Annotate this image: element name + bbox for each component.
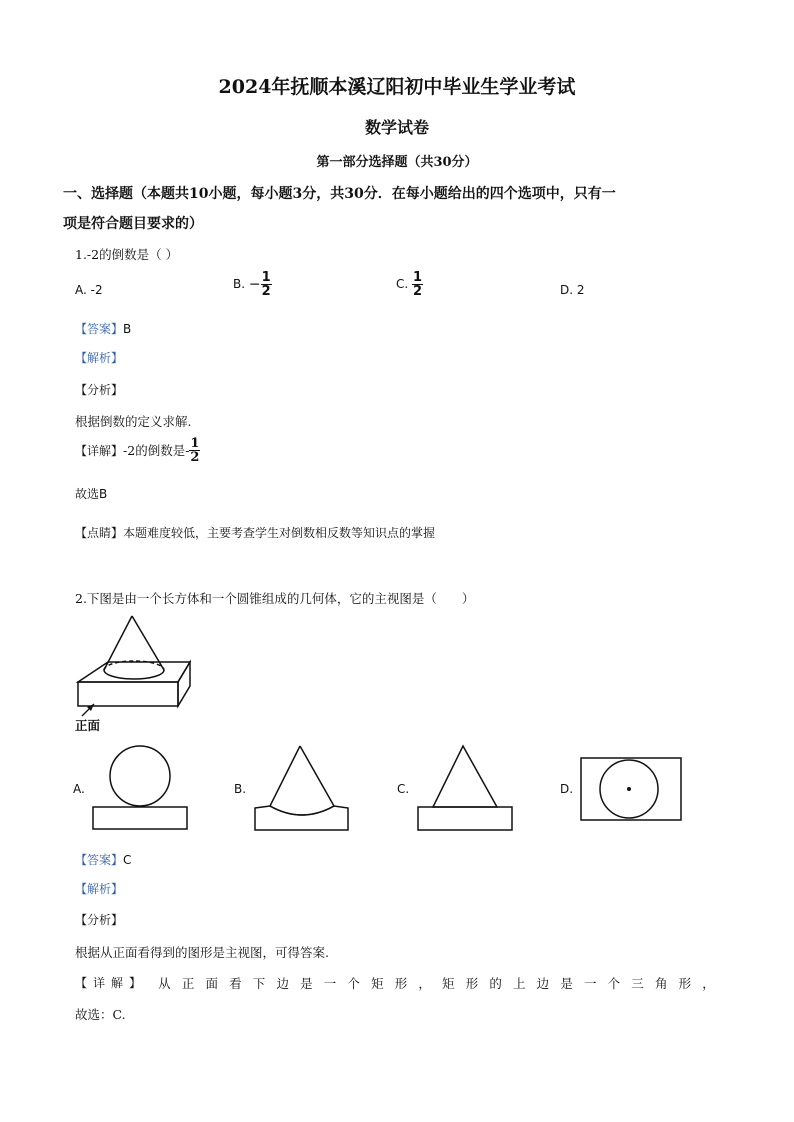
option-a-circle [110,746,170,806]
q2-detail-char: 上 [513,976,526,991]
q2-detail-char: 的 [489,976,502,991]
q2-detail-char: 一 [323,976,337,991]
q1-option-b-letter: B. [233,277,246,291]
q1-answer [75,318,131,337]
part-heading-line2: 项是符合题目要求的） [63,216,203,232]
q2-detail-char: 下 [252,976,266,991]
option-a-rect [93,807,187,829]
q2-detail-tag: 【详解】 [75,976,148,990]
q1-dianjing-tag: 【点睛】 [75,526,124,540]
q2-detail-char: 矩 [442,976,455,991]
option-c-rect [418,807,512,830]
q1-detail-numerator: 1 [190,436,200,451]
q1-option-d-text: 2 [576,283,585,297]
q2-detail-char: 是 [560,976,573,991]
q1-option-c-letter: C. [396,277,409,291]
q1-option-b-denominator: 2 [261,284,271,299]
q1-option-c-numerator: 1 [413,270,423,285]
q1-option-b-minus: − [248,276,261,293]
q1-option-d [560,283,585,297]
q2-option-c-figure [415,744,515,834]
q2-detail-char: 角 [654,976,668,991]
q2-detail-char: 形 [465,976,479,991]
q1-option-a-text: -2 [90,283,103,297]
option-d-center-dot [627,787,631,791]
q2-detail-char: 看 [229,976,242,991]
part-heading-line1: 一、选择题（本题共10小题，每小题3分，共30分．在每小题给出的四个选项中，只有一 [63,186,616,202]
q2-option-a-figure [90,745,190,833]
q2-detail-char: 面 [205,976,218,991]
q1-dianjing [75,522,435,541]
q2-fenxi-text: 根据从正面看得到的图形是主视图，可得答案. [75,945,329,960]
q2-detail-char: 是 [300,976,313,991]
q1-fenxi-text: 根据倒数的定义求解. [75,414,192,429]
q1-conclusion: 故选B [75,487,108,501]
q2-detail-char: 形 [678,976,692,991]
q2-detail-char: 矩 [371,976,384,991]
q1-analysis-tag: 【解析】 [75,351,124,365]
q2-option-d-figure [579,756,683,822]
q2-answer-value: C [123,853,132,867]
section-title: 第一部分选择题（共30分） [316,155,478,170]
q2-detail-char: ， [702,976,715,991]
q2-detail-char: 一 [583,976,597,991]
q1-answer-value: B [123,322,132,336]
exam-title: 2024年抚顺本溪辽阳初中毕业生学业考试 [218,76,576,98]
q2-detail-char: 正 [181,976,195,991]
q1-dianjing-text: 本题难度较低，主要考查学生对倒数相反数等知识点的掌握 [123,526,436,540]
front-label: 正面 [75,718,101,733]
q1-option-c-denominator: 2 [413,284,423,299]
q1-option-d-letter: D. [560,283,574,297]
q1-option-b-numerator: 1 [261,270,271,285]
q2-stem: 2.下图是由一个长方体和一个圆锥组成的几何体，它的主视图是（ ） [75,591,475,606]
q2-solid-figure [70,612,200,732]
q1-detail-fraction [189,437,200,464]
q2-detail-char: 个 [347,976,360,991]
q2-detail-line [75,974,715,992]
q1-option-a-letter: A. [75,283,87,297]
q2-analysis-tag: 【解析】 [75,882,124,896]
q1-stem: 1.-2的倒数是（ ） [75,247,179,262]
q2-option-a-label: A. [73,782,85,796]
q2-option-d-label: D. [560,782,574,796]
q2-detail-char: 边 [276,976,289,991]
cone-base-front [104,670,164,679]
q1-fenxi-tag: 【分析】 [75,383,124,397]
option-b-base [255,806,348,830]
q1-detail [75,437,200,464]
q1-option-a [75,283,103,297]
q2-fenxi-tag: 【分析】 [75,913,124,927]
q2-option-b-figure [252,744,352,834]
q2-detail-char: ， [418,976,431,991]
q1-answer-tag: 【答案】 [75,322,124,336]
q1-detail-text: -2的倒数是- [123,443,190,458]
q2-detail-char: 形 [394,976,408,991]
option-b-left [270,746,300,806]
q1-option-b-fraction [261,271,272,298]
paper-subtitle: 数学试卷 [364,118,429,137]
q1-detail-denominator: 2 [190,450,200,465]
option-c-triangle [433,746,497,807]
q2-answer [75,849,131,868]
q2-conclusion: 故选：C. [75,1007,126,1022]
q2-detail-char: 边 [536,976,550,991]
q2-detail-char: 从 [158,976,171,991]
q2-detail-char: 个 [607,976,621,991]
q1-option-c [396,271,423,298]
q2-detail-char: 三 [631,976,644,991]
q1-detail-tag: 【详解】 [75,444,124,458]
cuboid-right-face [178,662,190,706]
option-b-right [300,746,334,806]
q2-option-b-label: B. [234,782,247,796]
q2-answer-tag: 【答案】 [75,853,124,867]
q1-option-c-fraction [412,271,423,298]
cuboid-front-face [78,682,178,706]
q1-option-b [233,271,272,298]
q2-option-c-label: C. [397,782,410,796]
